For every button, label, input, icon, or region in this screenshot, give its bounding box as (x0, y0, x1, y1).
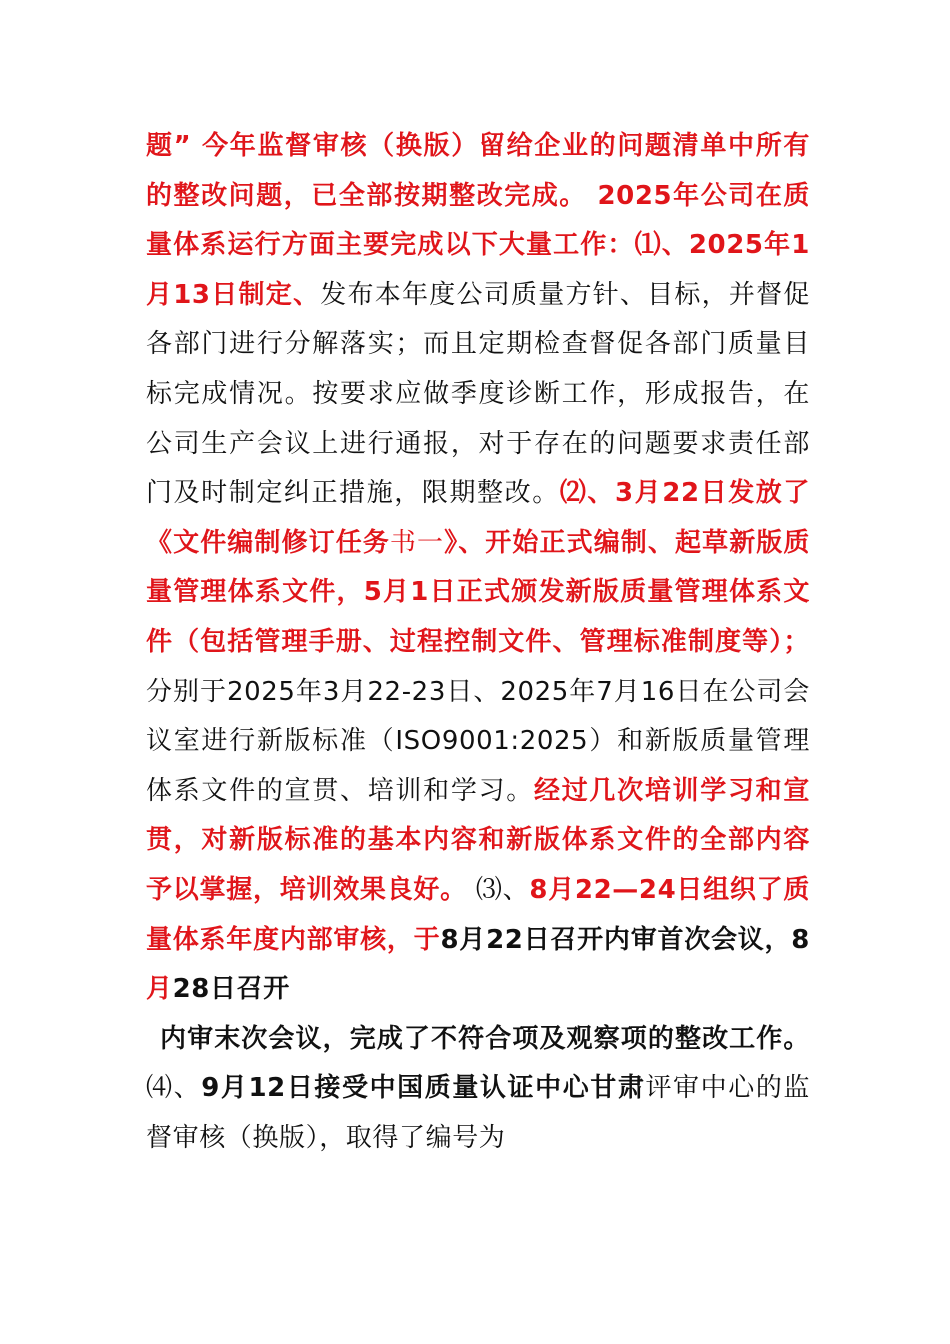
text-segment: 书一 (389, 527, 445, 558)
text-segment: 》、开始正式编制、起草新版质量管理体系文件，5月1日正式颁发新版质量管理体系文件（包括管理手册、过程控制文件、管理标准制度等）； (146, 527, 811, 657)
text-segment: 中心的监督审核（换版），取得了编号为 (146, 1073, 811, 1153)
text-segment: 内审末次会议，完成了不符合项及观察项的整改工作。 (160, 1023, 810, 1054)
text-segment: 8月22—24日组织了质量体系年度内部审核，于 (146, 874, 810, 955)
document-body (146, 122, 810, 1163)
text-segment: 经过几次培训学习和宣贯，对新版标准的基本内容和新版体系文件的全部内容予以掌握，培训效果良好。 (146, 775, 810, 905)
text-segment: 题” 今年监督审核（换版）留给企业的问题清单中所有的整改问题，已全部按期整改完成。 2025年公司在质量体系运行方面主要完成以下大量工作：⑴、2025年1月13日制定、 (146, 131, 810, 310)
text-segment: 分别于2025年3月22-23日、2025年7月16日在公司会议室进行新版标准（ISO9001:2025）和新版质量管理体系文件的宣贯、培训和学习。 (146, 676, 810, 806)
text-segment: 月 (146, 974, 173, 1005)
text-segment: 评审 (645, 1073, 701, 1104)
text-segment: 发布本年度公司质量方针、目标，并督促各部门进行分解落实；而且定期检查督促各部门质量目标完成情况。按要求应做季度诊断工作，形成报告，在公司生产会议上进行通报，对于存在的问题要求责任部门及时制定纠正措施，限期整改。 (146, 279, 810, 509)
text-segment: ⑵、3月22日发放了《文件编制修订任务 (146, 478, 810, 558)
paragraph-2 (146, 1015, 810, 1164)
text-segment: 8月22日召开内审首次会议，8 (440, 924, 810, 955)
text-segment: ⑷、 (146, 1073, 202, 1104)
text-segment: 28日召开 (172, 974, 290, 1005)
text-segment: 9月12日接受中国质量认证中心甘肃 (201, 1073, 646, 1104)
text-segment: ⑶、 (466, 874, 530, 905)
paragraph-1 (146, 122, 810, 1015)
